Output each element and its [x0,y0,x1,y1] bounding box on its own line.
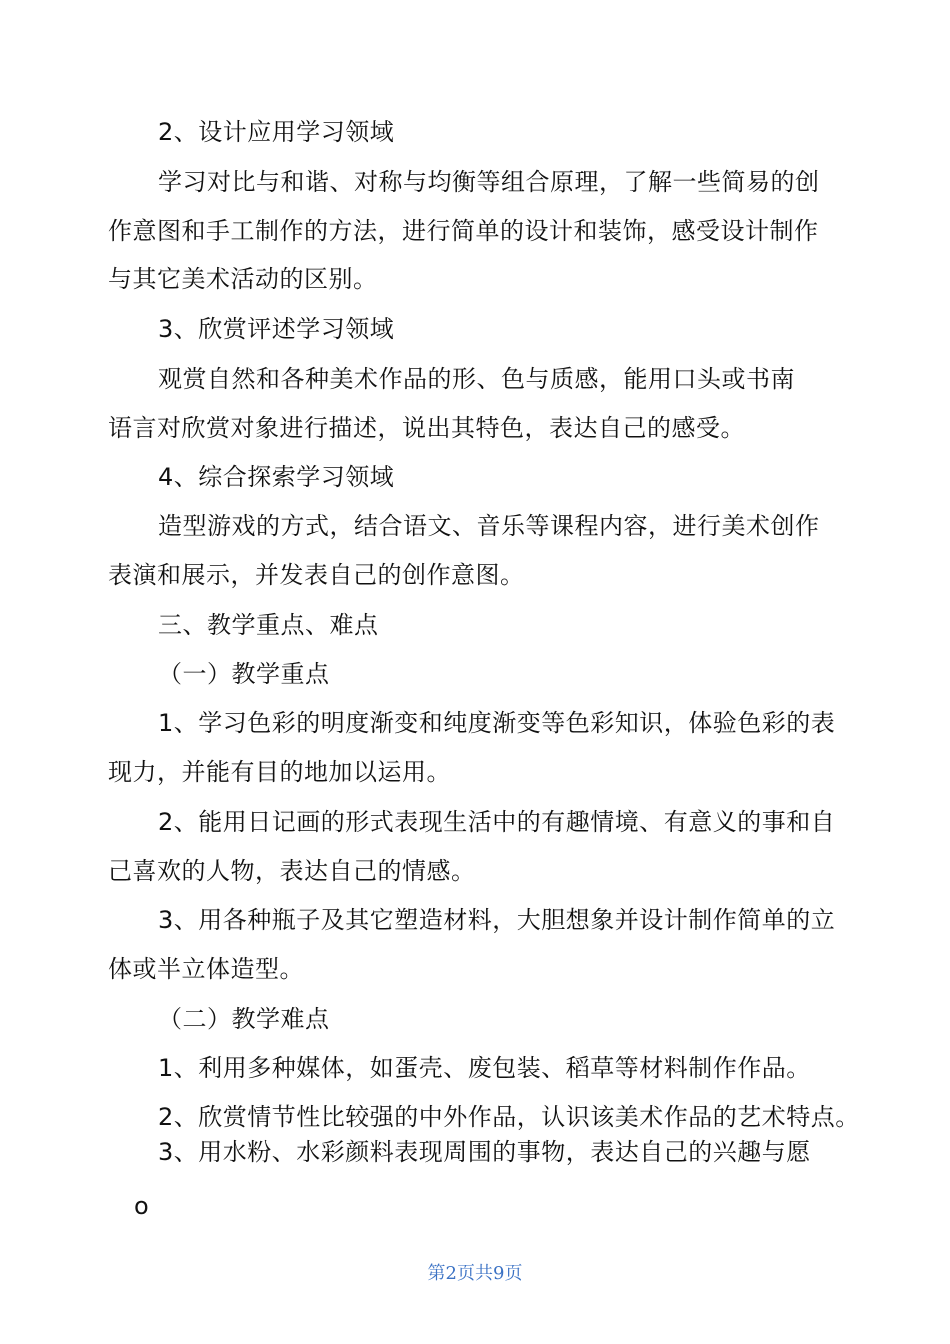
list-item: 2、能用日记画的形式表现生活中的有趣情境、有意义的事和自 [158,808,836,836]
subheading-teaching-difficulty: （二）教学难点 [158,1005,330,1033]
paragraph-line: 现力，并能有目的地加以运用。 [108,758,451,786]
paragraph-line: 体或半立体造型。 [108,955,304,983]
list-item: 3、用水粉、水彩颜料表现周围的事物，表达自己的兴趣与愿 [158,1138,811,1166]
trailing-line: o [134,1192,150,1220]
paragraph-line: 与其它美术活动的区别。 [108,265,378,293]
list-item: 3、用各种瓶子及其它塑造材料，大胆想象并设计制作简单的立 [158,906,836,934]
paragraph-line: 观赏自然和各种美术作品的形、色与质感，能用口头或书南 [158,365,795,393]
paragraph-line: 作意图和手工制作的方法，进行简单的设计和装饰，感受设计制作 [108,217,819,245]
subheading-teaching-focus: （一）教学重点 [158,660,330,688]
list-item: 1、学习色彩的明度渐变和纯度渐变等色彩知识，体验色彩的表 [158,709,836,737]
paragraph-line: 己喜欢的人物，表达自己的情感。 [108,857,476,885]
heading-appreciation: 3、欣赏评述学习领域 [158,315,395,343]
paragraph-line: 表演和展示，并发表自己的创作意图。 [108,561,525,589]
heading-exploration: 4、综合探索学习领域 [158,463,395,491]
list-item: 1、利用多种媒体，如蛋壳、废包装、稻草等材料制作作品。 [158,1054,811,1082]
paragraph-line: 学习对比与和谐、对称与均衡等组合原理，了解一些简易的创 [158,168,820,196]
paragraph-line: 造型游戏的方式，结合语文、音乐等课程内容，进行美术创作 [158,512,820,540]
section-heading-key-points: 三、教学重点、难点 [158,611,379,639]
paragraph-line: 语言对欣赏对象进行描述，说出其特色，表达自己的感受。 [108,414,745,442]
heading-design-application: 2、设计应用学习领域 [158,118,395,146]
page-number-footer: 第2页共9页 [427,1263,523,1284]
list-item: 2、欣赏情节性比较强的中外作品，认识该美术作品的艺术特点。 [158,1103,860,1131]
